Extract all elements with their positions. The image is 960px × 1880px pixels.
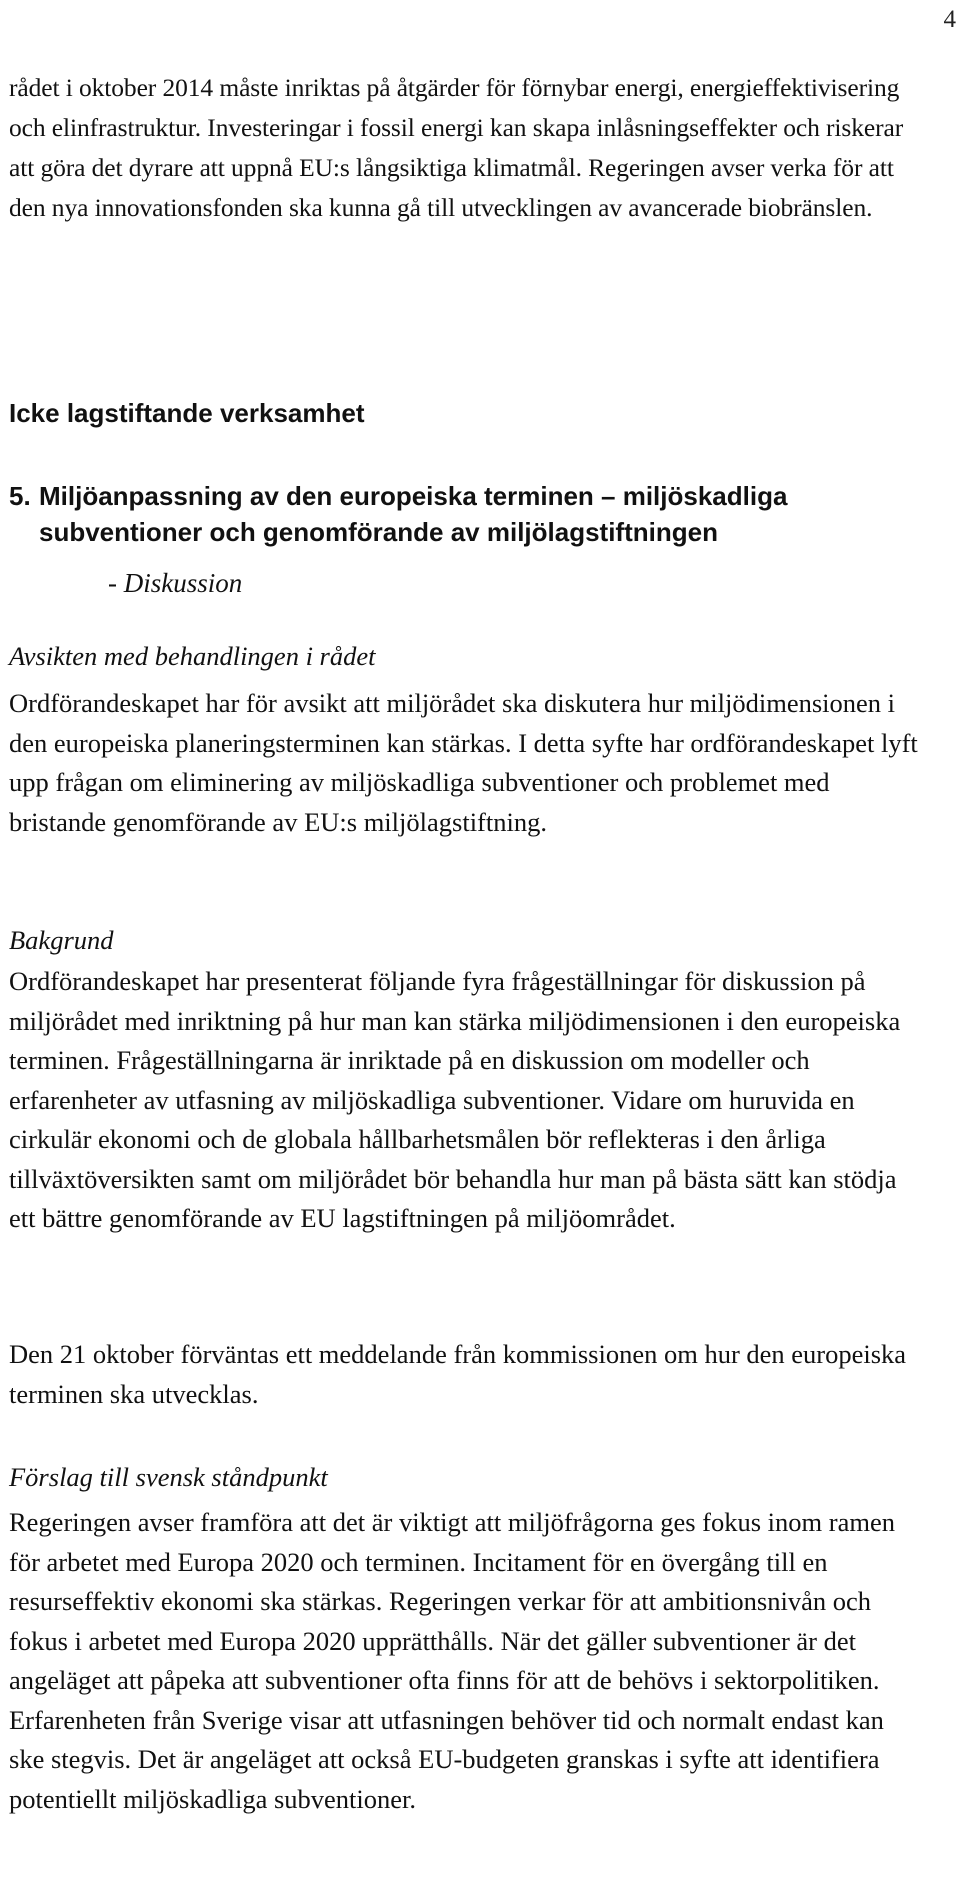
paragraph-bakgrund-2: Den 21 oktober förväntas ett meddelande från kommissionen om hur den europeiska terminen ska utvecklas.: [9, 1339, 907, 1409]
agenda-item-heading: [9, 478, 924, 550]
agenda-item-title: Miljöanpassning av den europeiska terminen – miljöskadliga subventioner och genomförande av miljölagstiftningen: [39, 481, 788, 547]
section-heading: Icke lagstiftande verksamhet: [9, 398, 365, 428]
paragraph-standpunkt: Regeringen avser framföra att det är viktigt att miljöfrågorna ges fokus inom ramen för arbetet med Europa 2020 och terminen. Incitament för en övergång till en resurseffektiv ekonomi ska stärkas. Regeringen verkar för att ambitionsnivån och fokus i arbetet med Europa 2020 upprätthålls. När det gäller subventioner är det angeläget att påpeka att subventioner ofta finns för att de behövs i sektorpolitiken. Erfarenheten från Sverige visar att utfasningen behöver tid och normalt endast kan ske stegvis. Det är angeläget att också EU-budgeten granskas i syfte att identifiera potentiellt miljöskadliga subventioner.: [9, 1507, 895, 1814]
subheading-avsikten: Avsikten med behandlingen i rådet: [9, 641, 376, 671]
subheading-standpunkt: Förslag till svensk ståndpunkt: [9, 1462, 328, 1492]
page-number: 4: [943, 6, 956, 33]
intro-paragraph: rådet i oktober 2014 måste inriktas på åtgärder för förnybar energi, energieffektivisering och elinfrastruktur. Investeringar i fossil energi kan skapa inlåsningseffekter och riskerar att göra det dyrare att uppnå EU:s långsiktiga klimatmål. Regeringen avser verka för att den nya innovationsfonden ska kunna gå till utvecklingen av avancerade biobränslen.: [9, 73, 904, 222]
paragraph-bakgrund-1: Ordförandeskapet har presenterat följande fyra frågeställningar för diskussion på miljörådet med inriktning på hur man kan stärka miljödimensionen i den europeiska terminen. Frågeställningarna är inriktade på en diskussion om modeller och erfarenheter av utfasning av miljöskadliga subventioner. Vidare om huruvida en cirkulär ekonomi och de globala hållbarhetsmålen bör reflekteras i den årliga tillväxtöversikten samt om miljörådet bör behandla hur man på bästa sätt kan stödja ett bättre genomförande av EU lagstiftningen på miljöområdet.: [9, 966, 901, 1233]
subheading-bakgrund: Bakgrund: [9, 925, 114, 955]
paragraph-avsikten: Ordförandeskapet har för avsikt att miljörådet ska diskutera hur miljödimensionen i den europeiska planeringsterminen kan stärkas. I detta syfte har ordförandeskapet lyft upp frågan om eliminering av miljöskadliga subventioner och problemet med bristande genomförande av EU:s miljölagstiftning.: [9, 688, 918, 837]
agenda-item-sublabel: - Diskussion: [108, 568, 243, 598]
agenda-item-number: 5.: [9, 481, 31, 511]
